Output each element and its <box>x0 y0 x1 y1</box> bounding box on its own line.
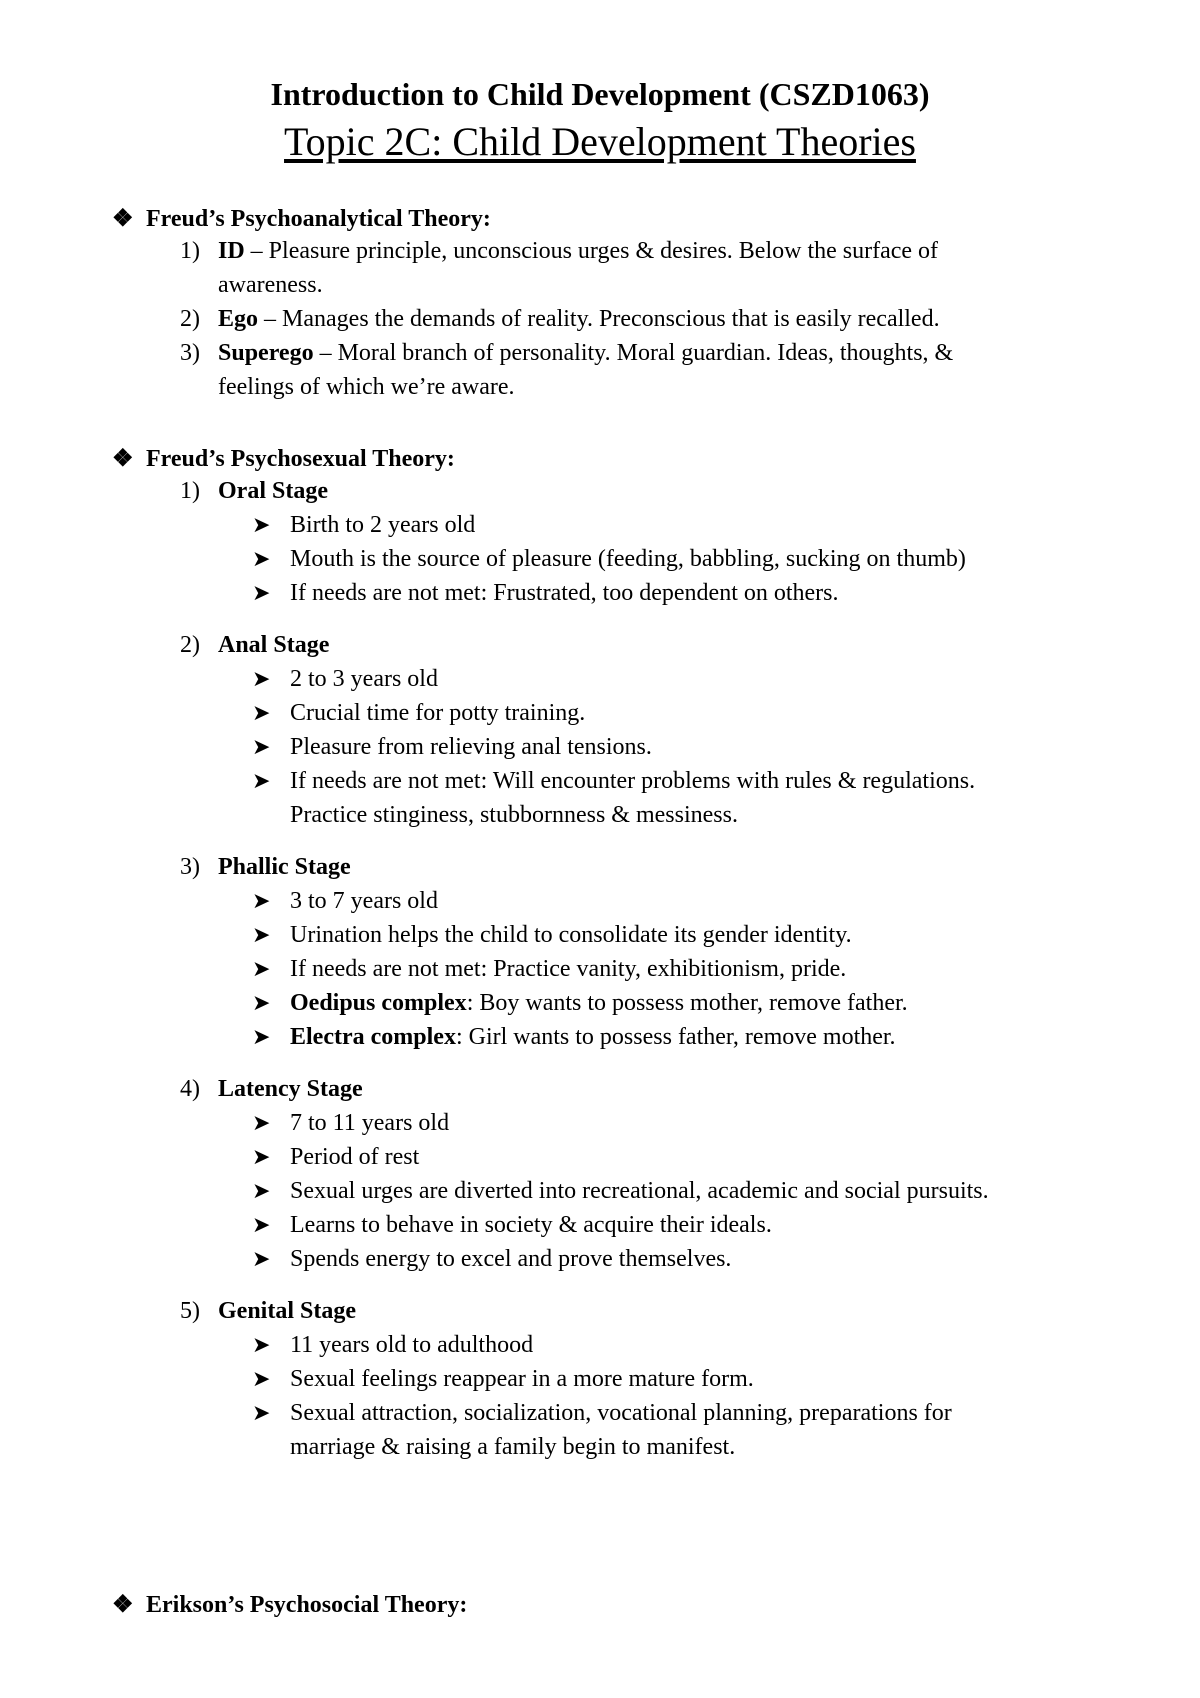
course-title: Introduction to Child Development (CSZD1063) <box>270 76 930 112</box>
arrow-bullet-icon: ➤ <box>252 768 271 793</box>
arrow-bullet-icon: ➤ <box>252 734 271 759</box>
arrow-bullet-icon: ➤ <box>252 990 271 1015</box>
superego-line-cont: feelings of which we’re aware. <box>218 374 515 400</box>
section-heading-psychoanalytical: ❖ Freud’s Psychoanalytical Theory: <box>112 206 491 232</box>
list-item: Urination helps the child to consolidate its gender identity. <box>290 922 852 948</box>
list-number: 2) <box>180 306 200 332</box>
id-line-cont: awareness. <box>218 272 323 298</box>
list-item: 11 years old to adulthood <box>290 1332 534 1358</box>
stage-title-latency: Latency Stage <box>218 1076 363 1102</box>
list-item: If needs are not met: Practice vanity, exhibitionism, pride. <box>290 956 847 982</box>
diamond-bullet-icon: ❖ <box>112 446 134 472</box>
arrow-bullet-icon: ➤ <box>252 666 271 691</box>
section-heading-psychosexual: ❖ Freud’s Psychosexual Theory: <box>112 446 455 472</box>
arrow-bullet-icon: ➤ <box>252 512 271 537</box>
ego-line: Ego – Manages the demands of reality. Preconscious that is easily recalled. <box>218 306 940 332</box>
list-number: 1) <box>180 238 200 264</box>
arrow-bullet-icon: ➤ <box>252 1400 271 1425</box>
list-item: Crucial time for potty training. <box>290 700 586 726</box>
list-item: Sexual urges are diverted into recreational, academic and social pursuits. <box>290 1178 989 1204</box>
stage-title-anal: Anal Stage <box>218 632 330 658</box>
arrow-bullet-icon: ➤ <box>252 1332 271 1357</box>
list-item: 3 to 7 years old <box>290 888 438 914</box>
arrow-bullet-icon: ➤ <box>252 1366 271 1391</box>
arrow-bullet-icon: ➤ <box>252 922 271 947</box>
list-item: Sexual feelings reappear in a more mature form. <box>290 1366 754 1392</box>
arrow-bullet-icon: ➤ <box>252 1144 271 1169</box>
stage-title-genital: Genital Stage <box>218 1298 356 1324</box>
section-heading-psychosocial: ❖ Erikson’s Psychosocial Theory: <box>112 1592 468 1618</box>
stage-number: 1) <box>180 478 200 504</box>
list-item: Birth to 2 years old <box>290 512 476 538</box>
list-item-cont: marriage & raising a family begin to manifest. <box>290 1434 736 1460</box>
list-item: If needs are not met: Frustrated, too dependent on others. <box>290 580 839 606</box>
list-item: Mouth is the source of pleasure (feeding, babbling, sucking on thumb) <box>290 546 966 572</box>
list-item-cont: Practice stinginess, stubbornness & messiness. <box>290 802 738 828</box>
stage-title-oral: Oral Stage <box>218 478 328 504</box>
list-item: Spends energy to excel and prove themselves. <box>290 1246 732 1272</box>
list-item: 2 to 3 years old <box>290 666 438 692</box>
stage-number: 3) <box>180 854 200 880</box>
oedipus-item: Oedipus complex: Boy wants to possess mother, remove father. <box>290 990 908 1016</box>
diamond-bullet-icon: ❖ <box>112 1592 134 1618</box>
arrow-bullet-icon: ➤ <box>252 1246 271 1271</box>
superego-line: Superego – Moral branch of personality. Moral guardian. Ideas, thoughts, & <box>218 340 954 366</box>
arrow-bullet-icon: ➤ <box>252 1178 271 1203</box>
list-number: 3) <box>180 340 200 366</box>
list-item: If needs are not met: Will encounter problems with rules & regulations. <box>290 768 976 794</box>
id-line: ID – Pleasure principle, unconscious urges & desires. Below the surface of <box>218 238 939 264</box>
list-item: 7 to 11 years old <box>290 1110 450 1136</box>
list-item: Learns to behave in society & acquire their ideals. <box>290 1212 772 1238</box>
stage-number: 4) <box>180 1076 200 1102</box>
arrow-bullet-icon: ➤ <box>252 1110 271 1135</box>
stage-number: 5) <box>180 1298 200 1324</box>
list-item: Sexual attraction, socialization, vocational planning, preparations for <box>290 1400 952 1426</box>
arrow-bullet-icon: ➤ <box>252 1024 271 1049</box>
stage-number: 2) <box>180 632 200 658</box>
arrow-bullet-icon: ➤ <box>252 700 271 725</box>
electra-item: Electra complex: Girl wants to possess father, remove mother. <box>290 1024 896 1050</box>
diamond-bullet-icon: ❖ <box>112 206 134 232</box>
topic-title: Topic 2C: Child Development Theories <box>284 119 916 164</box>
arrow-bullet-icon: ➤ <box>252 546 271 571</box>
arrow-bullet-icon: ➤ <box>252 580 271 605</box>
stage-title-phallic: Phallic Stage <box>218 854 351 880</box>
list-item: Pleasure from relieving anal tensions. <box>290 734 652 760</box>
arrow-bullet-icon: ➤ <box>252 956 271 981</box>
arrow-bullet-icon: ➤ <box>252 1212 271 1237</box>
arrow-bullet-icon: ➤ <box>252 888 271 913</box>
list-item: Period of rest <box>290 1144 420 1170</box>
